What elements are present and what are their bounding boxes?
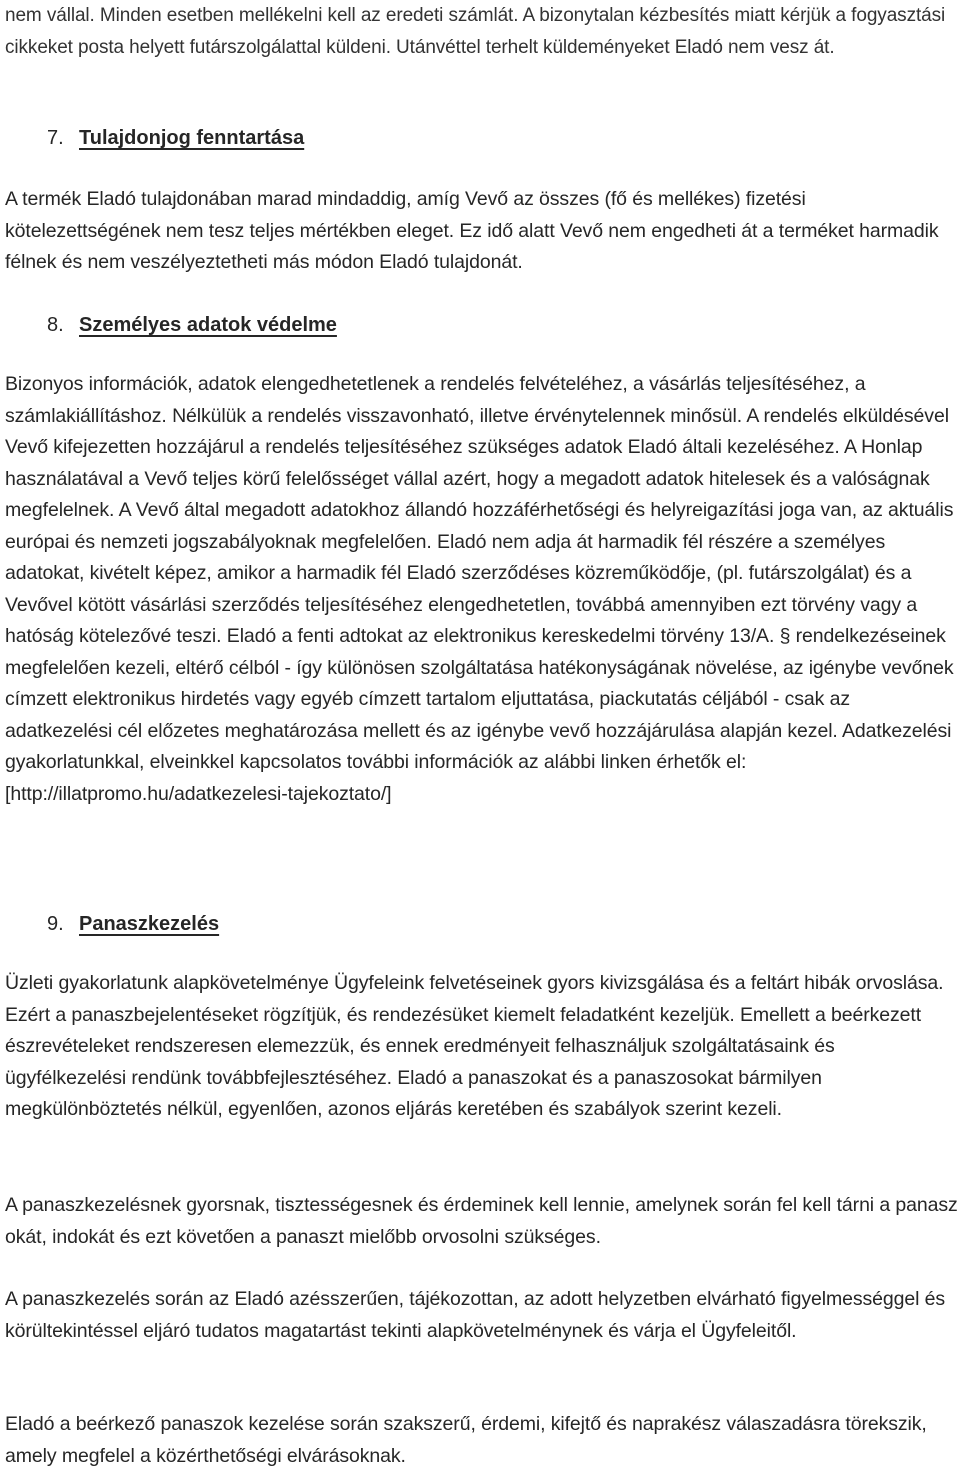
section-9-paragraph-2: A panaszkezelésnek gyorsnak, tisztességesnek és érdeminek kell lennie, amelynek során fel kell tárni a panasz okát, indokát és ezt követően a panaszt mielőbb orvosolni szükséges. xyxy=(5,1194,958,1248)
section-7-number: 7. xyxy=(47,127,64,149)
section-8-heading xyxy=(47,310,337,340)
intro-paragraph: nem vállal. Minden esetben mellékelni kell az eredeti számlát. A bizonytalan kézbesítés miatt kérjük a fogyasztási cikkeket posta helyett futárszolgálattal küldeni. Utánvéttel terhelt küldeményeket Eladó nem vesz át. xyxy=(5,5,946,58)
section-9-title: Panaszkezelés xyxy=(79,913,220,935)
section-7-title: Tulajdonjog fenntartása xyxy=(79,127,305,149)
section-9-heading xyxy=(47,909,219,939)
section-8-title: Személyes adatok védelme xyxy=(79,314,337,336)
section-9-paragraph-4: Eladó a beérkező panaszok kezelése során szakszerű, érdemi, kifejtő és naprakész válaszadásra törekszik, amely megfelel a közérthetőségi elvárásoknak. xyxy=(5,1413,927,1467)
section-7-paragraph: A termék Eladó tulajdonában marad mindaddig, amíg Vevő az összes (fő és mellékes) fizetési kötelezettségének nem tesz teljes mértékben eleget. Ez idő alatt Vevő nem engedheti át a terméket harmadik félnek és nem veszélyeztetheti más módon Eladó tulajdonát. xyxy=(5,188,939,273)
section-9-paragraph-3: A panaszkezelés során az Eladó azésszerűen, tájékozottan, az adott helyzetben elvárható figyelmességgel és körültekintéssel eljáró tudatos magatartást tekinti alapkövetelménynek és várja el Ügyfeleitől. xyxy=(5,1288,946,1342)
section-8-paragraph: Bizonyos információk, adatok elengedhetetlenek a rendelés felvételéhez, a vásárlás teljesítéséhez, a számlakiállításhoz. Nélkülük a rendelés visszavonható, illetve érvénytelennek minősül. A rendelés elküldésével Vevő kifejezetten hozzájárul a rendelés teljesítéséhez szükséges adatok Eladó általi kezeléséhez. A Honlap használatával a Vevő teljes körű felelősséget vállal azért, hogy a megadott adatok hitelesek és a valóságnak megfelelnek. A Vevő által megadott adatokhoz állandó hozzáférhetőségi és helyreigazítási joga van, az aktuális európai és nemzeti jogszabályoknak megfelelően. Eladó nem adja át harmadik fél részére a személyes adatokat, kivételt képez, amikor a harmadik fél Eladó szerződéses közreműködője, (pl. futárszolgálat) és a Vevővel kötött vásárlási szerződés teljesítéséhez elengedhetetlen, továbbá amennyiben ezt törvény vagy a hatóság kötelezővé teszi. Eladó a fenti adtokat az elektronikus kereskedelmi törvény 13/A. § rendelkezéseinek megfelelően kezeli, eltérő célból - így különösen szolgáltatása hatékonyságának növelése, az igénybe vevőnek címzett elektronikus hirdetés vagy egyéb címzett tartalom eljuttatása, piackutatás céljából - csak az adatkezelési cél előzetes meghatározása mellett és az igénybe vevő hozzájárulása alapján kezel. Adatkezelési gyakorlatunkkal, elveinkkel kapcsolatos további információk az alábbi linken érhetők el: [http://illatpromo.hu/adatkezelesi-tajekoztato/] xyxy=(5,373,954,805)
section-7-heading xyxy=(47,123,304,153)
section-8-number: 8. xyxy=(47,314,64,336)
section-9-paragraph-1: Üzleti gyakorlatunk alapkövetelménye Ügyfeleink felvetéseinek gyors kivizsgálása és a feltárt hibák orvoslása. Ezért a panaszbejelentéseket rögzítjük, és rendezésüket kiemelt feladatként kezeljük. Emellett a beérkezett észrevételeket rendszeresen elemezzük, és ennek eredményeit felhasználjuk szolgáltatásaink és ügyfélkezelési rendünk továbbfejlesztéséhez. Eladó a panaszokat és a panaszosokat bármilyen megkülönböztetés nélkül, egyenlően, azonos eljárás keretében és szabályok szerint kezeli. xyxy=(5,972,944,1120)
section-9-number: 9. xyxy=(47,913,64,935)
